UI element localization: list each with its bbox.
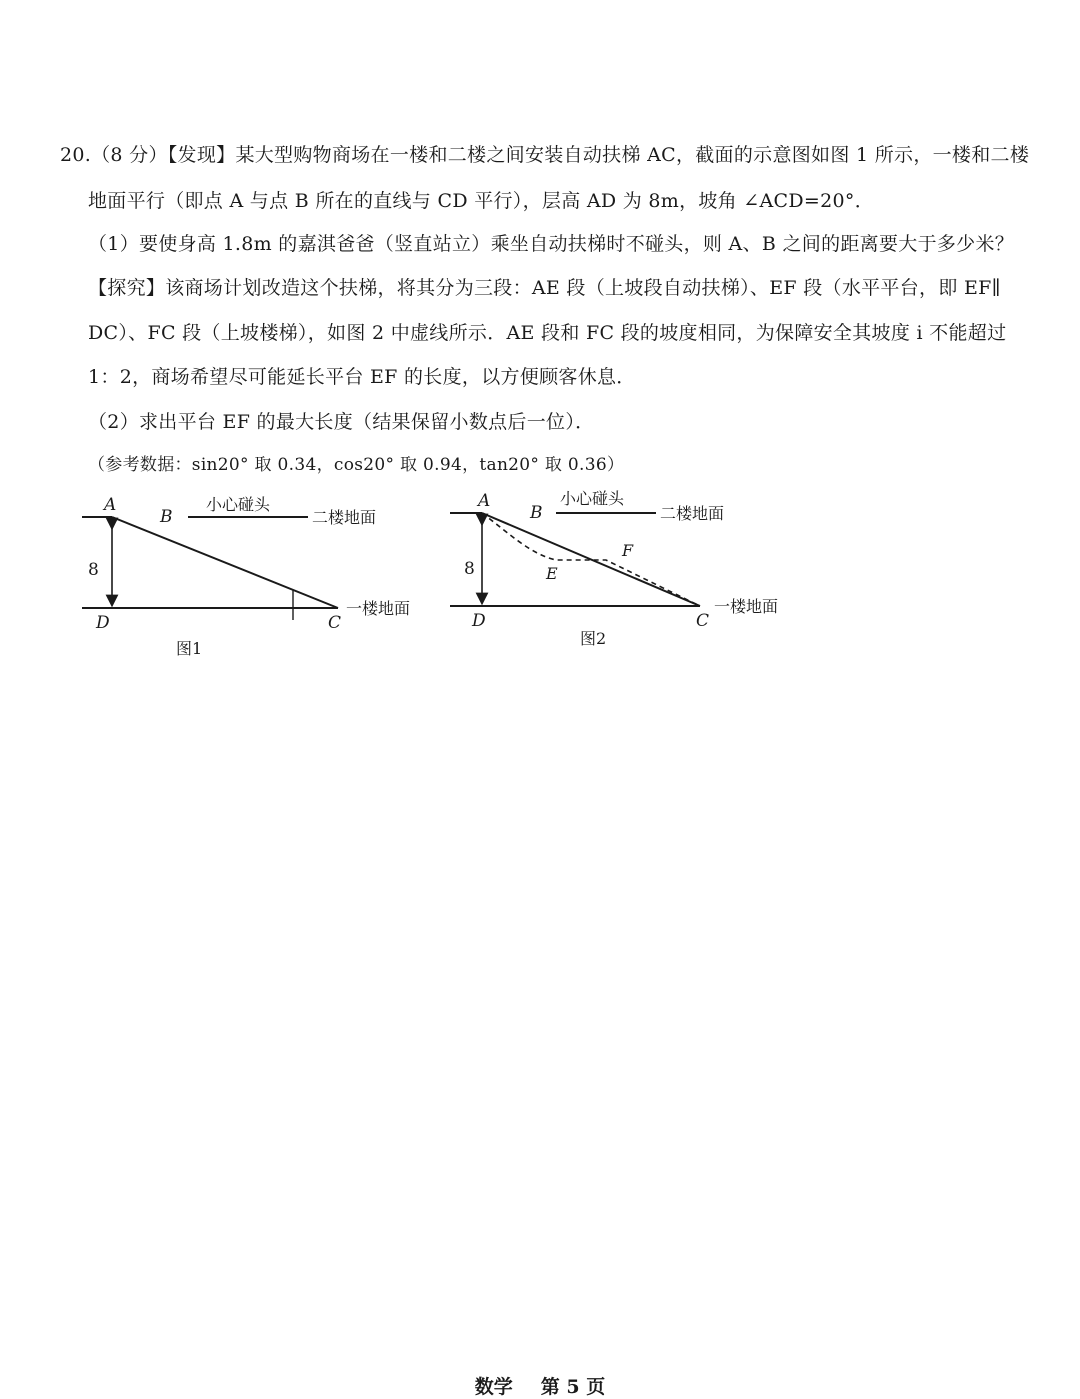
label-a: A (104, 495, 117, 515)
reference-data: （参考数据：sin20° 取 0.34，cos20° 取 0.94，tan20° 取 0.36） (88, 455, 625, 475)
warning-text: 小心碰头 (560, 489, 625, 508)
warning-text: 小心碰头 (206, 495, 271, 514)
page-footer (0, 1372, 1080, 1399)
figure-2-caption: 图2 (580, 629, 607, 648)
figure-1 (60, 488, 420, 668)
question-number: 20. (60, 144, 92, 166)
label-f: F (622, 541, 634, 560)
lower-floor-label: 一楼地面 (346, 599, 411, 618)
footer-page-number: 第 5 页 (540, 1376, 606, 1398)
question-part-2: （2）求出平台 EF 的最大长度（结果保留小数点后一位）． (88, 411, 595, 433)
question-line-5: DC）、FC 段（上坡楼梯），如图 2 中虚线所示．AE 段和 FC 段的坡度相同，为保障安全其坡度 i 不能超过 (88, 322, 1007, 344)
label-b: B (530, 503, 543, 523)
escalator-ac (112, 517, 338, 608)
footer-subject: 数学 (474, 1376, 513, 1398)
label-c: C (328, 613, 342, 633)
upper-floor-label: 二楼地面 (312, 508, 377, 527)
upper-floor-label: 二楼地面 (660, 504, 725, 523)
height-label: 8 (88, 560, 99, 580)
height-label: 8 (464, 559, 475, 579)
question-line-2: 地面平行（即点 A 与点 B 所在的直线与 CD 平行），层高 AD 为 8m，坡角 ∠ACD=20°． (88, 190, 875, 212)
label-d: D (96, 613, 110, 633)
question-line-1: （8 分）【发现】某大型购物商场在一楼和二楼之间安装自动扶梯 AC，截面的示意图如图 1 所示，一楼和二楼 (91, 144, 1030, 166)
label-c: C (696, 611, 710, 631)
lower-floor-label: 一楼地面 (714, 597, 779, 616)
escalator-ac (482, 513, 700, 606)
question-line-6: 1：2，商场希望尽可能延长平台 EF 的长度，以方便顾客休息． (88, 366, 636, 388)
figure-1-caption: 图1 (176, 639, 203, 658)
figure-2 (430, 484, 800, 664)
label-d: D (472, 611, 486, 631)
label-e: E (546, 564, 558, 583)
question-explore: 【探究】该商场计划改造这个扶梯，将其分为三段：AE 段（上坡段自动扶梯）、EF 段（水平平台，即 EF∥ (88, 277, 1001, 299)
label-b: B (160, 507, 173, 527)
question-part-1: （1）要使身高 1.8m 的嘉淇爸爸（竖直站立）乘坐自动扶梯时不碰头，则 A、B 之间的距离要大于多少米？ (88, 233, 1015, 255)
label-a: A (478, 491, 491, 511)
